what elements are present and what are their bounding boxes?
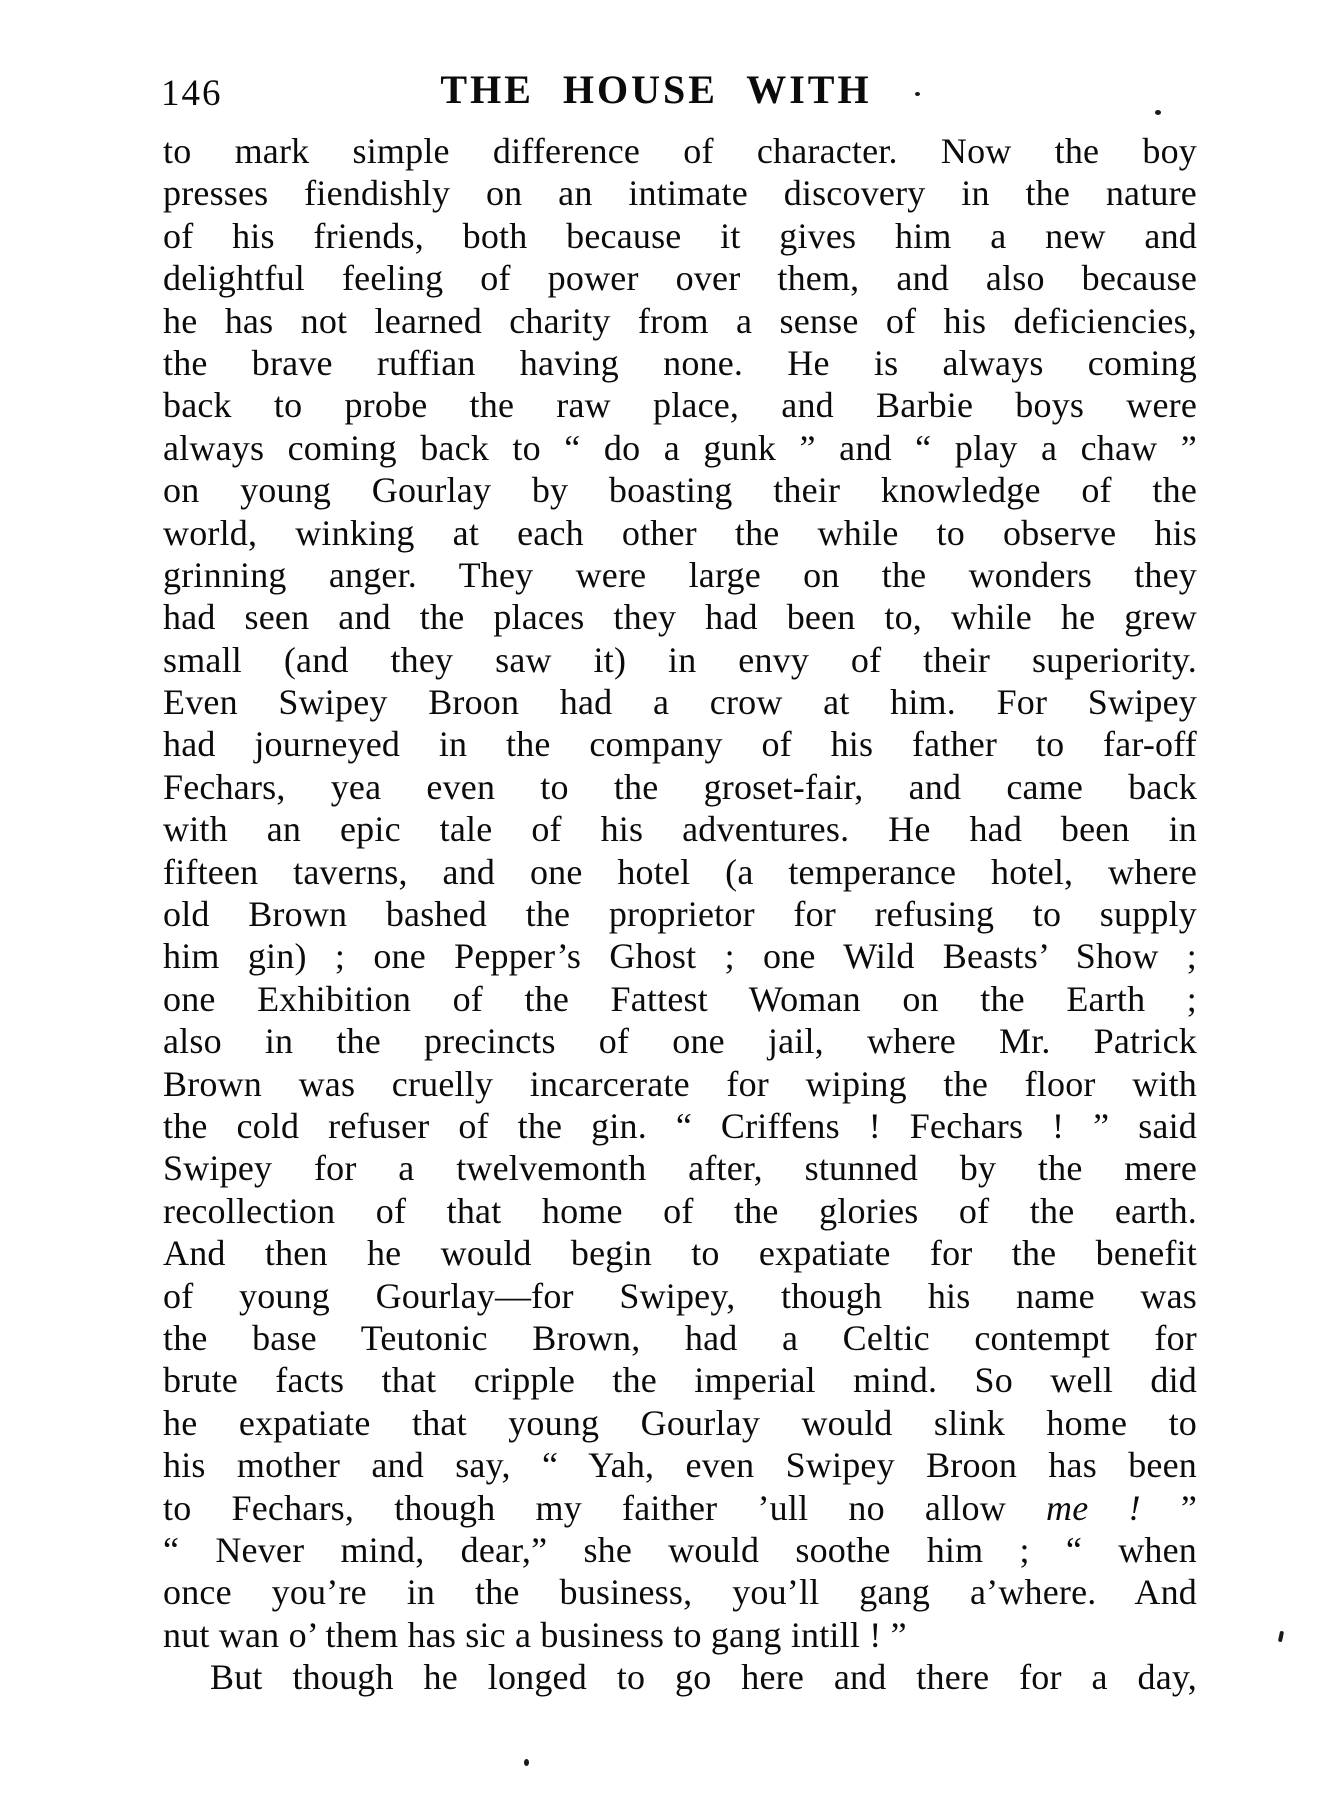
text-line: the brave ruffian having none. He is always coming <box>163 342 1197 383</box>
text-line: the cold refuser of the gin. “ Criffens ! Fechars ! ” said <box>163 1105 1197 1146</box>
text-line: he has not learned charity from a sense of his deficiencies, <box>163 300 1197 341</box>
ink-speck <box>524 1759 529 1766</box>
text-segment: ” <box>1180 1487 1198 1528</box>
text-line: with an epic tale of his adventures. He had been in <box>163 809 1197 850</box>
text-line: of his friends, both because it gives him a new and <box>163 215 1197 256</box>
text-line: grinning anger. They were large on the wonders they <box>163 554 1197 595</box>
text-line: fifteen taverns, and one hotel (a temperance hotel, where <box>163 851 1197 892</box>
running-head <box>0 66 1324 114</box>
text-line: old Brown bashed the proprietor for refusing to supply <box>163 894 1197 935</box>
ink-speck <box>915 92 920 96</box>
text-segment: to Fechars, though my faither ’ull no allow <box>163 1487 1047 1528</box>
text-line: him gin) ; one Pepper’s Ghost ; one Wild Beasts’ Show ; <box>163 936 1197 977</box>
text-line: delightful feeling of power over them, and also because <box>163 258 1197 299</box>
text-line: of young Gourlay—for Swipey, though his name was <box>163 1275 1197 1316</box>
text-line: one Exhibition of the Fattest Woman on the Earth ; <box>163 978 1197 1019</box>
text-line-paragraph-end: nut wan o’ them has sic a business to gang intill ! ” <box>163 1614 907 1655</box>
text-line: presses fiendishly on an intimate discovery in the nature <box>163 173 1197 214</box>
text-line: Fechars, yea even to the groset-fair, and came back <box>163 766 1197 807</box>
text-line: his mother and say, “ Yah, even Swipey Broon has been <box>163 1445 1197 1486</box>
body-text <box>163 130 1197 1698</box>
text-line: to mark simple difference of character. Now the boy <box>163 131 1197 171</box>
text-line: small (and they saw it) in envy of their superiority. <box>163 639 1197 680</box>
page-number: 146 <box>161 73 223 114</box>
text-line: also in the precincts of one jail, where Mr. Patrick <box>163 1021 1197 1062</box>
ink-speck <box>1155 110 1161 115</box>
text-line: recollection of that home of the glories of the earth. <box>163 1190 1197 1231</box>
text-line: on young Gourlay by boasting their knowledge of the <box>163 470 1197 511</box>
text-line: world, winking at each other the while to observe his <box>163 512 1197 553</box>
text-line: Even Swipey Broon had a crow at him. For Swipey <box>163 682 1197 723</box>
text-line: had seen and the places they had been to, while he grew <box>163 597 1197 638</box>
text-line-with-italic <box>163 1487 1197 1529</box>
text-line: he expatiate that young Gourlay would slink home to <box>163 1402 1197 1443</box>
text-line: had journeyed in the company of his father to far-off <box>163 724 1197 765</box>
running-title: THE HOUSE WITH <box>440 67 872 112</box>
text-line: always coming back to “ do a gunk ” and “ play a chaw ” <box>163 427 1197 468</box>
text-line: Swipey for a twelvemonth after, stunned by the mere <box>163 1148 1197 1189</box>
text-line: back to probe the raw place, and Barbie boys were <box>163 385 1197 426</box>
text-line: “ Never mind, dear,” she would soothe him ; “ when <box>163 1529 1197 1570</box>
text-line-paragraph-start: But though he longed to go here and there for a day, <box>210 1657 1197 1698</box>
text-line: the base Teutonic Brown, had a Celtic contempt for <box>163 1317 1197 1358</box>
text-line: brute facts that cripple the imperial mind. So well did <box>163 1360 1197 1401</box>
italic-text-segment: me ! <box>1046 1487 1181 1528</box>
text-line: once you’re in the business, you’ll gang a’where. And <box>163 1572 1197 1613</box>
text-line: Brown was cruelly incarcerate for wiping the floor with <box>163 1063 1197 1104</box>
text-line: And then he would begin to expatiate for the benefit <box>163 1233 1197 1274</box>
ink-speck <box>1278 1631 1284 1643</box>
